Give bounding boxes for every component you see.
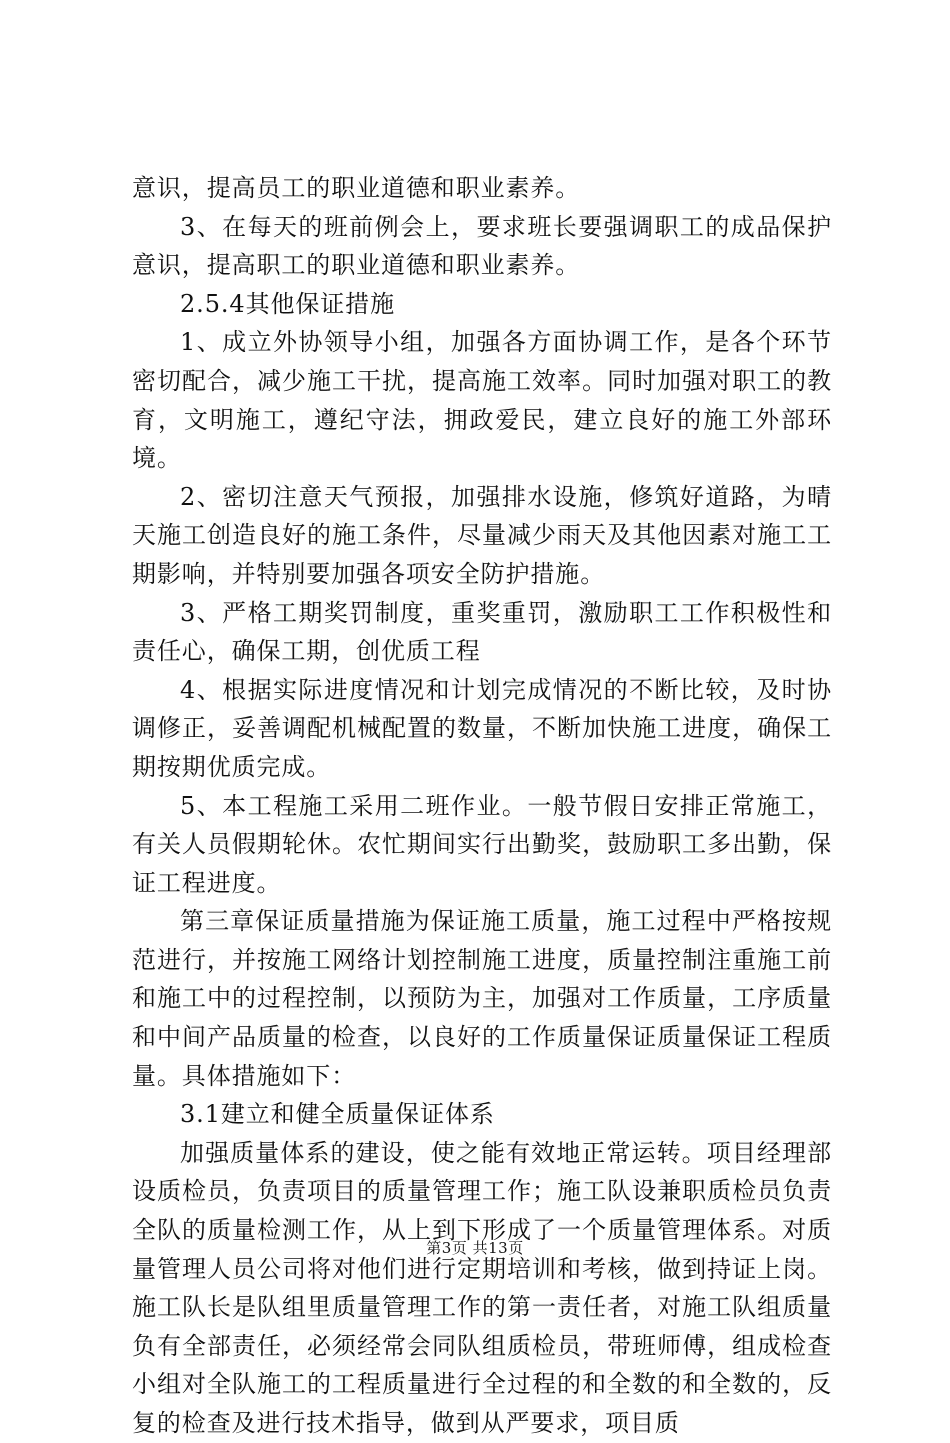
paragraph-2: 3、在每天的班前例会上，要求班长要强调职工的成品保护意识，提高职工的职业道德和职业素养。 [132, 212, 832, 280]
paragraph-1: 意识，提高员工的职业道德和职业素养。 [132, 174, 581, 202]
paragraph-11: 加强质量体系的建设，使之能有效地正常运转。项目经理部设质检员，负责项目的质量管理工作；施工队设兼职质检员负责全队的质量检测工作，从上到下形成了一个质量管理体系。对质量管理人员公司将对他们进行定期培训和考核，做到持证上岗。施工队长是队组里质量管理工作的第一责任者，对施工队组质量负有全部责任，必须经常会同队组质检员，带班师傅，组成检查小组对全队施工的工程质量进行全过程的和全数的和全数的，反复的检查及进行技术指导，做到从严要求，项目质 [132, 1138, 832, 1437]
section-heading-2-5-4: 2.5.4其他保证措施 [180, 289, 395, 318]
page-footer: 第3页 共13页 [426, 1239, 524, 1257]
paragraph-6: 3、严格工期奖罚制度，重奖重罚，激励职工工作积极性和责任心，确保工期，创优质工程 [132, 598, 832, 666]
paragraph-9: 第三章保证质量措施为保证施工质量，施工过程中严格按规范进行，并按施工网络计划控制施工进度，质量控制注重施工前和施工中的过程控制，以预防为主，加强对工作质量，工序质量和中间产品质量的检查，以良好的工作质量保证质量保证工程质量。具体措施如下： [132, 907, 832, 1090]
paragraph-5: 2、密切注意天气预报，加强排水设施，修筑好道路，为晴天施工创造良好的施工条件，尽量减少雨天及其他因素对施工工期影响，并特别要加强各项安全防护措施。 [132, 482, 832, 588]
paragraph-7: 4、根据实际进度情况和计划完成情况的不断比较，及时协调修正，妥善调配机械配置的数量，不断加快施工进度，确保工期按期优质完成。 [132, 675, 832, 781]
section-heading-3-1: 3.1建立和健全质量保证体系 [180, 1100, 495, 1129]
paragraph-4: 1、成立外协领导小组，加强各方面协调工作，是各个环节密切配合，减少施工干扰，提高施工效率。同时加强对职工的教育，文明施工，遵纪守法，拥政爱民，建立良好的施工外部环境。 [132, 328, 832, 473]
paragraph-8: 5、本工程施工采用二班作业。一般节假日安排正常施工，有关人员假期轮休。农忙期间实行出勤奖，鼓励职工多出勤，保证工程进度。 [132, 791, 832, 897]
